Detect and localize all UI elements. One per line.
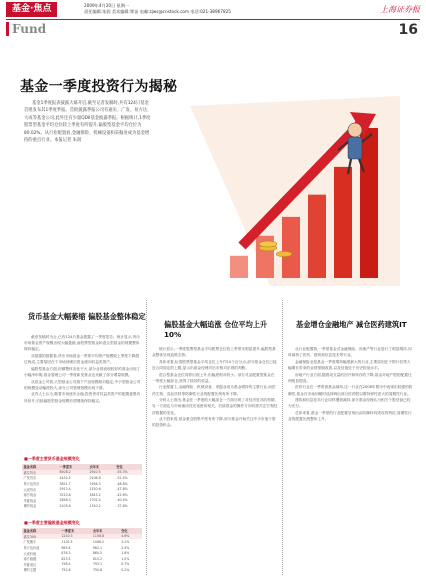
story-headline-1 (28, 312, 148, 322)
section-label: Fund (12, 22, 47, 36)
table-cell: 750.8 (92, 567, 103, 572)
table-cell: 1102.5 (61, 539, 73, 544)
table-cell: 1843.2 (89, 492, 101, 497)
table-cell: 1310.2 (89, 503, 101, 508)
table-cell: 1520.6 (89, 487, 101, 492)
growth-bar (360, 128, 378, 278)
article-lede: 基金1季度报表披露大幕开启,截至记者发稿时,共有124只基金首批发布其1季度季报。首批披露季报公司有嘉实、广发、易方达、大成等基金公司,此外还有少量QDII基金披露季报。根据统计,1季度股票型基金平均仓位较上季度有所提升,偏股型基金平均仓位为80.02%。从行业配置看,金融保险、机械设备和采掘业成为基金增持的重点行业。本报记者 朱润 (24, 101, 152, 144)
story-headline-2-text: 偏股基金大幅追涨 仓位平均上升10% (164, 320, 268, 339)
table-cell: 876.3 (61, 551, 71, 556)
paragraph: 具体来看,标准股票型基金平均仓位上升约10个百分点,部分基金仓位已接近合同规定的上限,显示出基金经理对后市相对乐观的判断。 (152, 359, 277, 370)
data-table-2 (22, 528, 142, 573)
table-cell: 广发聚丰 (23, 540, 37, 545)
table-cell: 大成货币 (23, 487, 37, 492)
header-meta (84, 3, 231, 15)
table-cell: 752.6 (61, 567, 71, 572)
story-headline-3-text: 基金增仓金融地产 减仓医药建筑IT (296, 320, 407, 329)
header-editors: 责任编辑:朱润 美术编辑:鄂苗 电邮:zjws@cnstock.com 电话:021-38967825 (84, 9, 231, 14)
table-cell: 华夏现金 (23, 498, 37, 503)
page-number: 16 (398, 22, 418, 38)
table-cell: 1156.8 (91, 534, 119, 540)
column-rule (146, 300, 147, 575)
growth-bar (230, 256, 248, 278)
table-label-2: ■一季度主要偏股基金规模变化 (24, 520, 80, 525)
table-cell: -40.4% (116, 498, 128, 503)
table-cell: 3210.8 (59, 492, 71, 497)
paragraph: 统计显示,一季度股票型基金平均股票仓位较上季度末明显提升,偏股型基金整体呈现追涨态势。 (152, 347, 276, 358)
paragraph: 医药行业在一季度被基金减持,这一行业在2008年熊市中表现出较强的防御性,基金在市场回暖时选择调出部分医药股以增持弹性更大的周期性行业。 (288, 385, 413, 396)
table-cell: 华夏成长 (23, 562, 37, 567)
data-table-1 (22, 464, 142, 509)
table-cell: 793.1 (92, 562, 103, 567)
table-label-1: ■一季度主要货币基金规模变化 (24, 456, 80, 461)
section-brand: 基金·焦点 (6, 2, 57, 17)
table-cell: 3821.7 (59, 481, 71, 486)
table-cell: 1068.2 (92, 539, 105, 544)
table-cell: 1.0% (121, 556, 130, 561)
table-cell: -52.5% (116, 475, 128, 480)
table-row (22, 567, 142, 573)
paragraph: 截至发稿时为止,已有124只基金披露了一季度报告。统计显示,货币市场基金资产规模出现大幅萎缩,而股票型基金和混合型基金的规模整体保持稳定。 (24, 335, 140, 352)
paragraph: 从行业配置看,一季度基金对金融保险、房地产等行业进行了明显增持,同时减持了医药、建筑和信息技术等行业。 (288, 347, 412, 358)
story-headline-2 (164, 320, 276, 339)
table-cell: 2910.5 (88, 470, 115, 476)
story-body-2 (152, 346, 278, 429)
table-cell: 6508.2 (58, 470, 88, 476)
table-cell: 3.2% (121, 539, 130, 544)
story-headline-1-text: 货币基金大幅萎缩 偏股基金整体稳定 (28, 312, 146, 321)
table-cell: 860.5 (92, 551, 103, 556)
header-date: 2009年4月20日 星期一 (84, 3, 130, 8)
table-cell: 嘉实货币 (22, 470, 58, 476)
growth-bar (308, 195, 326, 278)
table-cell: -37.8% (116, 503, 128, 508)
table-cell: 广发货币 (23, 476, 37, 481)
table-cell: -47.8% (116, 487, 128, 492)
newspaper-logo: 上海证券报 (380, 5, 420, 14)
column-header: 去年末 (88, 464, 115, 470)
paragraph: 业内人士认为,随着市场逐步企稳,投资者对权益类资产的配置意愿有所回升,后续偏股型基金规模有望继续保持稳定。 (24, 392, 141, 403)
paragraph: 建筑和信息技术行业同样遭到减持,部分基金经理认为相关个股估值已较为充分。 (288, 398, 411, 409)
header-rule (6, 19, 420, 20)
table-cell: 2913.4 (59, 487, 71, 492)
table-cell: 易方达货币 (23, 482, 40, 487)
column-header: 去年末 (91, 528, 119, 534)
growth-bar (334, 167, 352, 278)
table-cell: 1956.3 (89, 481, 101, 486)
table-cell: 1.8% (121, 551, 130, 556)
article-title: 基金一季度投资行为揭秘 (20, 79, 178, 95)
column-header: 基金名称 (22, 528, 60, 534)
growth-bar (282, 217, 300, 278)
table-cell: 南方稳健 (23, 557, 37, 562)
table-cell: 2856.3 (59, 498, 71, 503)
table-cell: 4.6% (120, 534, 142, 540)
table-cell: 博时现金 (23, 504, 37, 509)
table-cell: -55.3% (115, 470, 142, 476)
table-cell: 博时主题 (23, 568, 37, 573)
table-cell: 798.4 (61, 562, 71, 567)
story-headline-3 (296, 320, 410, 330)
column-header: 变化 (115, 464, 142, 470)
hero-illustration (150, 96, 402, 288)
table-cell: 0.2% (121, 567, 130, 572)
table-cell: 2.4% (121, 545, 130, 550)
table-cell: 1210.3 (60, 534, 92, 540)
table-cell: 大成价值 (23, 551, 37, 556)
column-header: 一季度末 (58, 464, 88, 470)
table-cell: 0.7% (121, 562, 130, 567)
paragraph: 从基金公司看,大型基金公司旗下产品规模相对稳定,中小型基金公司的规模变动幅度较大,部分公司管理规模出现下滑。 (24, 379, 141, 390)
table-cell: 1702.4 (89, 498, 101, 503)
paragraph: 偏股型基金方面,份额整体变化不大,部分业绩表现较好的基金出现了小幅净申购,基金管理公司一季度新发基金也贡献了部分增量规模。 (24, 366, 141, 377)
column-header: 一季度末 (60, 528, 92, 534)
table-row (22, 503, 142, 509)
table-cell: 南方现金 (23, 493, 37, 498)
paragraph: 混合型基金仓位同样出现上升,但幅度相对较小。部分灵活配置型基金在一季度大幅加仓,获得了较好的收益。 (152, 372, 275, 383)
paragraph: 行业配置上,金融保险、机械设备、采掘业成为基金增持的主要行业,而医药生物、食品饮料等防御性行业的配置比例有所下降。 (152, 385, 276, 396)
paragraph: 从披露的数据看,货币市场基金一季度平均资产规模较上季度下降超过两成,主要原因在于市场回暖后资金流向权益类资产。 (24, 353, 140, 365)
page-header (0, 0, 426, 20)
paragraph: 金融保险业是基金一季度增持幅度最大的行业,主要原因在于银行信贷大幅增长带来的业绩预期改善,以及估值处于历史较低水平。 (288, 359, 411, 370)
table-cell: 2105.6 (59, 503, 71, 508)
table-cell: 2106.8 (89, 475, 101, 480)
section-bar (6, 22, 9, 36)
table-cell: 823.5 (61, 556, 71, 561)
column-header: 变化 (120, 528, 142, 534)
paragraph: 总体来看,基金一季度的行业配置呈现出由防御转向进攻的特征,周期性行业的配置比例整体上升。 (288, 411, 412, 422)
paragraph: 分析人士指出,基金在一季度的大幅加仓一方面反映了对经济复苏的预期,另一方面也与市场流动性充裕密切相关。后续基金的操作方向仍需关注宏观经济数据的变化。 (152, 398, 278, 415)
column-header: 基金名称 (22, 464, 58, 470)
table-cell: -48.8% (116, 481, 128, 486)
paragraph: 从个股来看,基金重仓股集中度有所下降,部分基金开始关注中小市值个股的投资机会。 (152, 417, 276, 428)
table-cell: 962.1 (92, 545, 103, 550)
table-cell: 易方达价值 (23, 546, 40, 551)
table-cell: 嘉实300 (22, 534, 60, 540)
column-rule (282, 300, 283, 575)
story-body-1 (24, 334, 142, 404)
story-body-3 (288, 346, 414, 423)
table-cell: -42.6% (116, 492, 128, 497)
table-cell: 4432.5 (59, 475, 71, 480)
paragraph: 房地产行业方面,随着成交量的回升和库存的下降,基金对地产股的配置比例明显提高。 (288, 372, 412, 383)
table-cell: 985.6 (61, 545, 71, 550)
table-cell: 815.2 (92, 556, 103, 561)
